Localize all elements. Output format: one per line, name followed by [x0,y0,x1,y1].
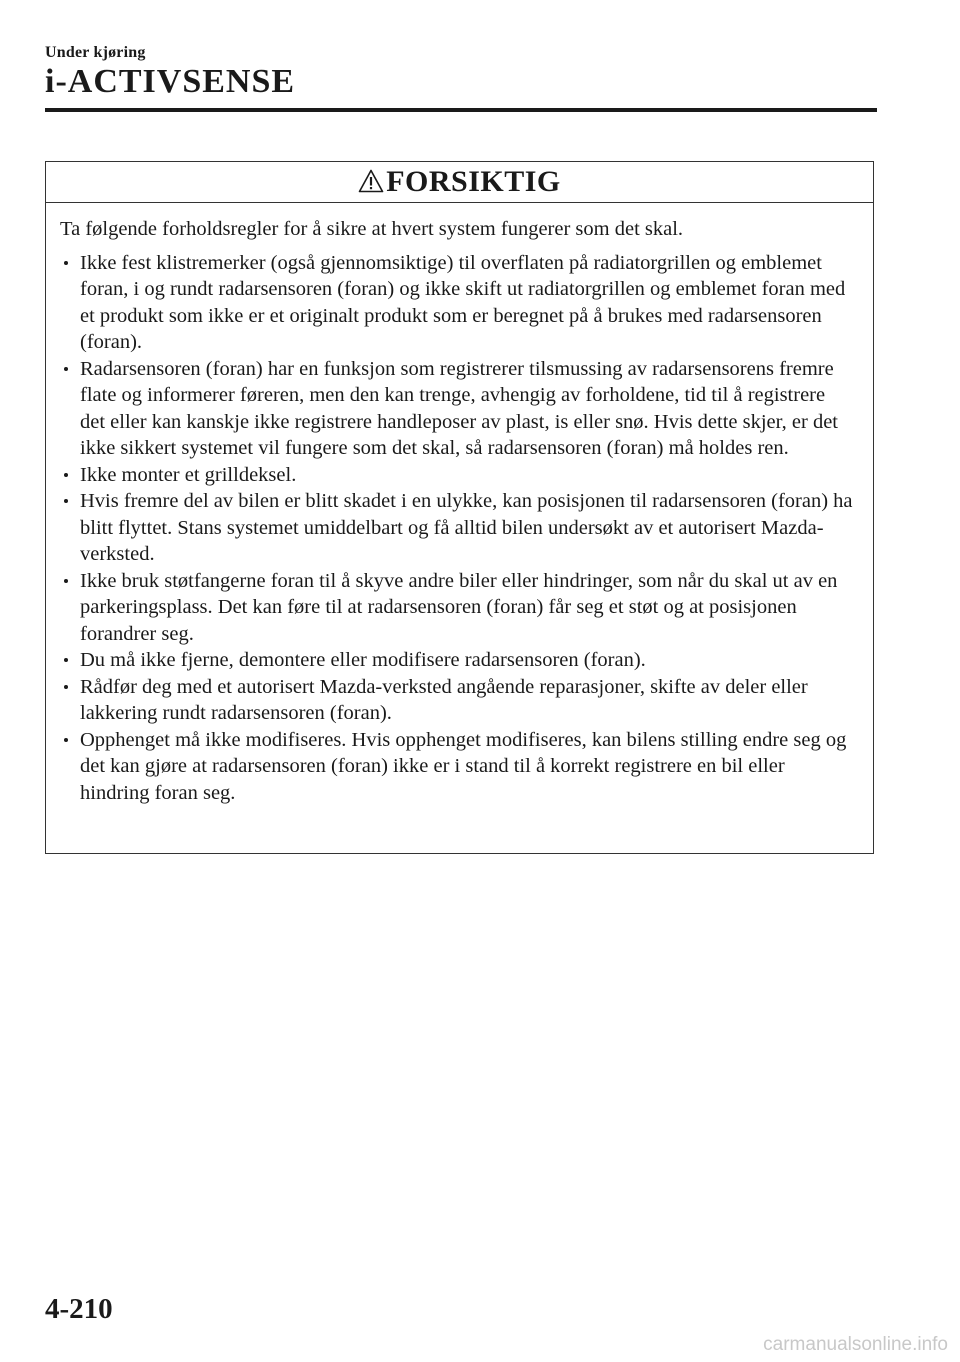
caution-item [60,727,853,807]
caution-title: FORSIKTIG [386,165,561,198]
caution-body [46,203,873,806]
caution-item [60,568,853,648]
bullet-icon [64,738,68,742]
caution-box [45,161,874,854]
caution-item-text: Ikke monter et grilldeksel. [80,463,297,486]
caution-header [46,162,873,203]
watermark: carmanualsonline.info [763,1334,948,1355]
caution-item-text: Radarsensoren (foran) har en funksjon som registrerer tilsmussing av radarsensorens fremre flate og informerer føreren, men den kan trenge, avhengig av forholdene, tid til å registrere det eller kan kanskje ikke registrere handleposer av plast, is eller snø. Hvis dette skjer, er det ikke sikkert systemet vil fungere som det skal, så radarsensoren (foran) må holdes ren. [80,357,838,459]
caution-item-text: Opphenget må ikke modifiseres. Hvis opphenget modifiseres, kan bilens stilling endre seg og det kan gjøre at radarsensoren (foran) ikke er i stand til å korrekt registrere en bil eller hindring foran seg. [80,728,847,804]
section-label: Under kjøring [45,44,146,61]
caution-item [60,250,853,356]
caution-list [60,250,853,807]
bullet-icon [64,261,68,265]
caution-item-text: Du må ikke fjerne, demontere eller modifisere radarsensoren (foran). [80,649,646,671]
chapter-title: i-ACTIVSENSE [45,63,296,100]
caution-item [60,488,853,568]
bullet-icon [64,367,68,371]
caution-item [60,647,853,674]
caution-item-text: Ikke bruk støtfangerne foran til å skyve andre biler eller hindringer, som når du skal ut av en parkeringsplass. Det kan føre til at radarsensoren (foran) får seg et støt og at posisjonen forandrer seg. [80,569,838,645]
caution-item [60,674,853,727]
header-divider [45,108,877,112]
caution-item [60,462,853,489]
page-number: 4-210 [45,1293,113,1325]
caution-item [60,356,853,462]
bullet-icon [64,658,68,662]
bullet-icon [64,579,68,583]
warning-triangle-icon [358,169,384,193]
caution-item-text: Ikke fest klistremerker (også gjennomsiktige) til overflaten på radiatorgrillen og emblemet foran, i og rundt radarsensoren (foran) og ikke skift ut radiatorgrillen og emblemet foran med et produkt som ikke er et originalt produkt som er beregnet på å brukes med radarsensoren (foran). [80,251,846,353]
caution-intro: Ta følgende forholdsregler for å sikre at hvert system fungerer som det skal. [60,218,684,240]
bullet-icon [64,499,68,503]
caution-item-text: Hvis fremre del av bilen er blitt skadet i en ulykke, kan posisjonen til radarsensoren (foran) ha blitt flyttet. Stans systemet umiddelbart og få alltid bilen undersøkt av et autorisert Mazda-verksted. [80,490,853,565]
caution-item-text: Rådfør deg med et autorisert Mazda-verksted angående reparasjoner, skifte av deler eller lakkering rundt radarsensoren (foran). [80,675,808,724]
bullet-icon [64,473,68,477]
bullet-icon [64,685,68,689]
